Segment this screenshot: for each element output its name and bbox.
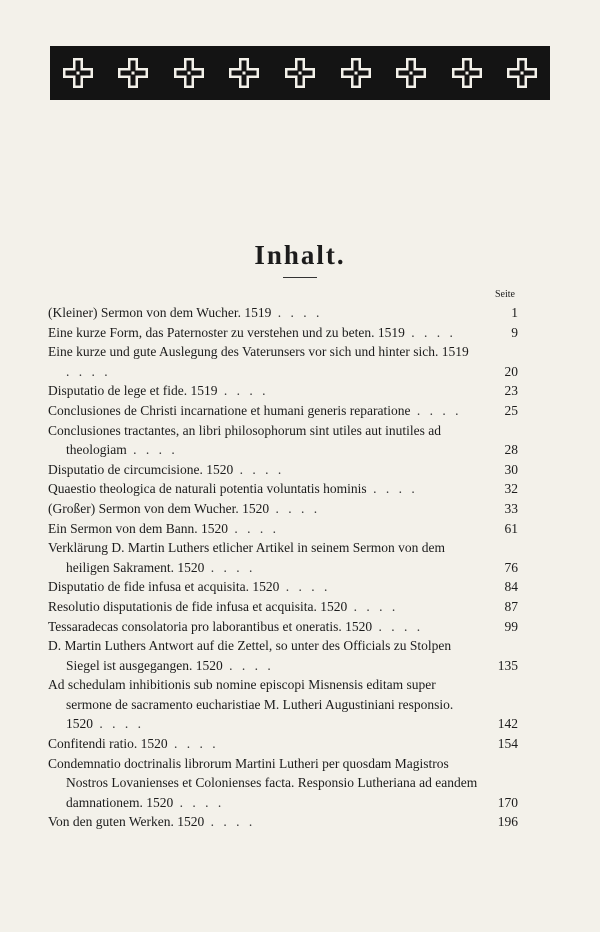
- toc-entry: [48, 499, 518, 519]
- leader-dots: . . . .: [271, 305, 323, 320]
- toc-entry-title: Confitendi ratio. 1520: [48, 736, 168, 752]
- page-column-label: Seite: [495, 289, 515, 300]
- toc-entry-page: 25: [504, 402, 518, 418]
- leader-dots: . . . .: [410, 402, 462, 418]
- toc-entry-page: 84: [504, 579, 518, 595]
- toc-entry-page: 196: [497, 814, 518, 830]
- decorative-border: [50, 46, 550, 100]
- leader-dots: . . . .: [217, 383, 269, 399]
- toc-entry-title: D. Martin Luthers Antwort auf die Zettel, so unter des Officials zu Stolpen Siegel ist ausgegangen. 1520: [48, 638, 452, 673]
- toc-entry: [48, 519, 518, 539]
- ornament-cross-icon: [504, 55, 540, 91]
- leader-dots: . . . .: [366, 481, 418, 497]
- toc-entry-title: (Großer) Sermon von dem Wucher. 1520: [48, 500, 270, 516]
- leader-dots: . . . .: [269, 500, 321, 516]
- ornament-cross-icon: [338, 55, 374, 91]
- toc-entry-page: 33: [504, 500, 518, 516]
- table-of-contents: [48, 303, 518, 832]
- toc-entry-title: Ein Sermon von dem Bann. 1520: [48, 520, 228, 536]
- toc-entry: [48, 636, 518, 675]
- toc-entry: [48, 812, 518, 832]
- toc-entry: [48, 734, 518, 754]
- toc-entry-page: 87: [504, 598, 518, 614]
- toc-entry-page: 61: [504, 520, 518, 536]
- toc-entry: [48, 597, 518, 617]
- ornament-cross-icon: [449, 55, 485, 91]
- leader-dots: . . . .: [126, 442, 178, 458]
- leader-dots: . . . .: [404, 324, 456, 340]
- toc-entry-page: 76: [504, 559, 518, 575]
- ornament-cross-icon: [226, 55, 262, 91]
- toc-entry-title: Verklärung D. Martin Luthers etlicher Artikel in seinem Sermon von dem heiligen Sakrament. 1520: [48, 540, 446, 575]
- leader-dots: . . . .: [279, 579, 331, 595]
- leader-dots: . . . .: [173, 794, 225, 810]
- toc-entry-title: Conclusiones tractantes, an libri philosophorum sint utiles aut inutiles ad theologiam: [48, 422, 441, 458]
- toc-entry-page: 170: [497, 794, 518, 810]
- page-title: Inhalt.: [254, 240, 346, 270]
- toc-entry-title: Quaestio theologica de naturali potentia voluntatis hominis: [48, 481, 367, 497]
- toc-entry: [48, 479, 518, 499]
- toc-entry-page: 23: [504, 383, 518, 399]
- toc-entry-title: Disputatio de lege et fide. 1519: [48, 383, 218, 399]
- ornament-cross-icon: [115, 55, 151, 91]
- leader-dots: . . . .: [233, 461, 285, 477]
- toc-entry: [48, 342, 518, 381]
- toc-entry-title: Eine kurze Form, das Paternoster zu verstehen und zu beten. 1519: [48, 324, 405, 340]
- leader-dots: . . . .: [227, 520, 279, 536]
- toc-entry-title: Condemnatio doctrinalis librorum Martini Lutheri per quosdam Magistros Nostros Lovanienses et Colonienses facta. Responsio Lutheriana ad eandem damnationem. 1520: [48, 755, 478, 810]
- toc-entry: [48, 421, 518, 460]
- toc-entry-page: 32: [504, 481, 518, 497]
- toc-entry-page: 30: [504, 461, 518, 477]
- toc-entry-page: 20: [504, 363, 518, 379]
- toc-entry: [48, 460, 518, 480]
- toc-entry-title: Ad schedulam inhibitionis sub nomine episcopi Misnensis editam super sermone de sacramento eucharistiae M. Lutheri Augustiniani responsio. 1520: [48, 677, 454, 732]
- toc-entry: [48, 538, 518, 577]
- toc-entry-page: 135: [497, 657, 518, 673]
- toc-entry: [48, 381, 518, 401]
- toc-entry-page: 28: [504, 442, 518, 458]
- toc-entry: [48, 754, 518, 813]
- leader-dots: . . . .: [204, 814, 256, 830]
- toc-entry-title: Tessaradecas consolatoria pro laborantibus et oneratis. 1520: [48, 618, 373, 634]
- leader-dots: . . . .: [204, 559, 256, 575]
- leader-dots: . . . .: [372, 618, 424, 634]
- toc-entry-title: Eine kurze und gute Auslegung des Vaterunsers vor sich und hinter sich. 1519: [48, 344, 469, 360]
- ornament-cross-icon: [282, 55, 318, 91]
- ornament-cross-icon: [171, 55, 207, 91]
- ornament-cross-icon: [393, 55, 429, 91]
- toc-entry: [48, 303, 518, 323]
- toc-entry-title: Disputatio de fide infusa et acquisita. 1520: [48, 579, 280, 595]
- toc-entry-title: Conclusiones de Christi incarnatione et humani generis reparatione: [48, 402, 411, 418]
- toc-entry-page: 9: [511, 324, 518, 340]
- toc-entry-page: 142: [497, 716, 518, 732]
- leader-dots: . . . .: [347, 598, 399, 614]
- leader-dots: . . . .: [222, 657, 274, 673]
- ornament-cross-icon: [60, 55, 96, 91]
- leader-dots: . . . .: [66, 363, 111, 379]
- toc-entry-title: (Kleiner) Sermon von dem Wucher. 1519: [48, 305, 272, 320]
- title-divider: [283, 277, 317, 278]
- toc-entry-page: 99: [504, 618, 518, 634]
- toc-entry: [48, 401, 518, 421]
- toc-entry-title: Resolutio disputationis de fide infusa et acquisita. 1520: [48, 598, 348, 614]
- leader-dots: . . . .: [167, 736, 219, 752]
- toc-entry-page: 154: [497, 736, 518, 752]
- toc-entry: [48, 577, 518, 597]
- leader-dots: . . . .: [93, 716, 144, 732]
- toc-entry: [48, 617, 518, 637]
- toc-entry: [48, 323, 518, 343]
- toc-entry-page: 1: [511, 305, 518, 320]
- toc-entry-title: Disputatio de circumcisione. 1520: [48, 461, 234, 477]
- toc-entry-title: Von den guten Werken. 1520: [48, 814, 205, 830]
- toc-entry: [48, 675, 518, 734]
